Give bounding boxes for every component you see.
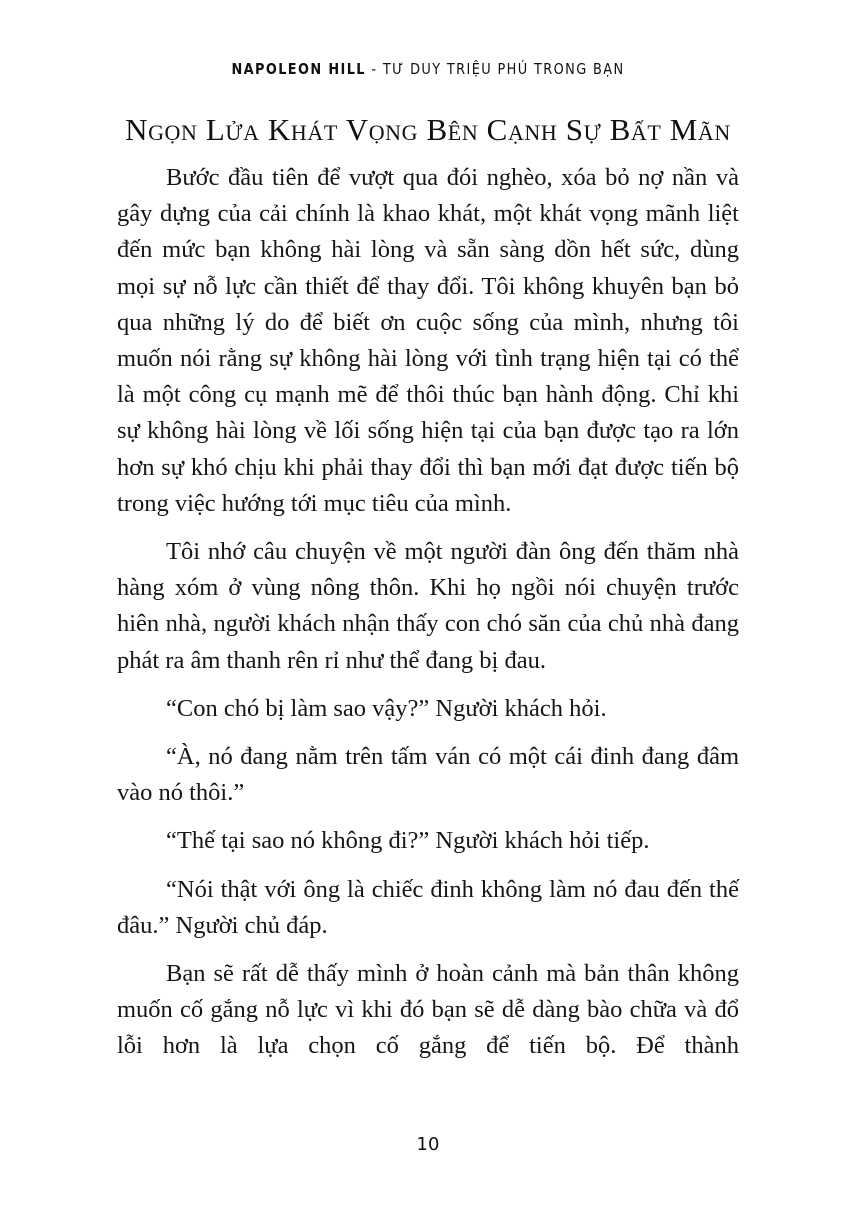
dialogue-paragraph: “Nói thật với ông là chiếc đinh không làm nó đau đến thế đâu.” Người chủ đáp. bbox=[117, 875, 739, 939]
header-author: NAPOLEON HILL bbox=[231, 60, 366, 78]
paragraph: Bước đầu tiên để vượt qua đói nghèo, xóa bỏ nợ nần và gây dựng của cải chính là khao khát, một khát vọng mãnh liệt đến mức bạn không hài lòng và sẵn sàng dồn hết sức, dùng mọi sự nỗ lực cần thiết để thay đổi. Tôi không khuyên bạn bỏ qua những lý do để biết ơn cuộc sống của mình, nhưng tôi muốn nói rằng sự không hài lòng với tình trạng hiện tại có thể là một công cụ mạnh mẽ để thôi thúc bạn hành động. Chỉ khi sự không hài lòng về lối sống hiện tại của bạn được tạo ra lớn hơn sự khó chịu khi phải thay đổi thì bạn mới đạt được tiến bộ trong việc hướng tới mục tiêu của mình. bbox=[117, 164, 739, 517]
body-text bbox=[117, 160, 739, 1077]
dialogue-paragraph: “Con chó bị làm sao vậy?” Người khách hỏi. bbox=[166, 694, 607, 722]
chapter-title: Ngọn Lửa Khát Vọng Bên Cạnh Sự Bất Mãn bbox=[125, 112, 731, 147]
dialogue-paragraph: “Thế tại sao nó không đi?” Người khách hỏi tiếp. bbox=[166, 827, 650, 855]
header-book-title: TƯ DUY TRIỆU PHÚ TRONG BẠN bbox=[382, 60, 625, 78]
paragraph: Tôi nhớ câu chuyện về một người đàn ông đến thăm nhà hàng xóm ở vùng nông thôn. Khi họ ngồi nói chuyện trước hiên nhà, người khách nhận thấy con chó săn của chủ nhà đang phát ra âm thanh rên rỉ như thể đang bị đau. bbox=[117, 538, 739, 674]
running-header bbox=[60, 60, 796, 78]
dialogue-paragraph: “À, nó đang nằm trên tấm ván có một cái đinh đang đâm vào nó thôi.” bbox=[117, 743, 739, 807]
header-separator: - bbox=[365, 60, 383, 78]
paragraph: Bạn sẽ rất dễ thấy mình ở hoàn cảnh mà bản thân không muốn cố gắng nỗ lực vì khi đó bạn sẽ dễ dàng bào chữa và đổ lỗi hơn là lựa chọn cố gắng để tiến bộ. Để thành bbox=[117, 960, 739, 1060]
page-number: 10 bbox=[416, 1134, 440, 1155]
